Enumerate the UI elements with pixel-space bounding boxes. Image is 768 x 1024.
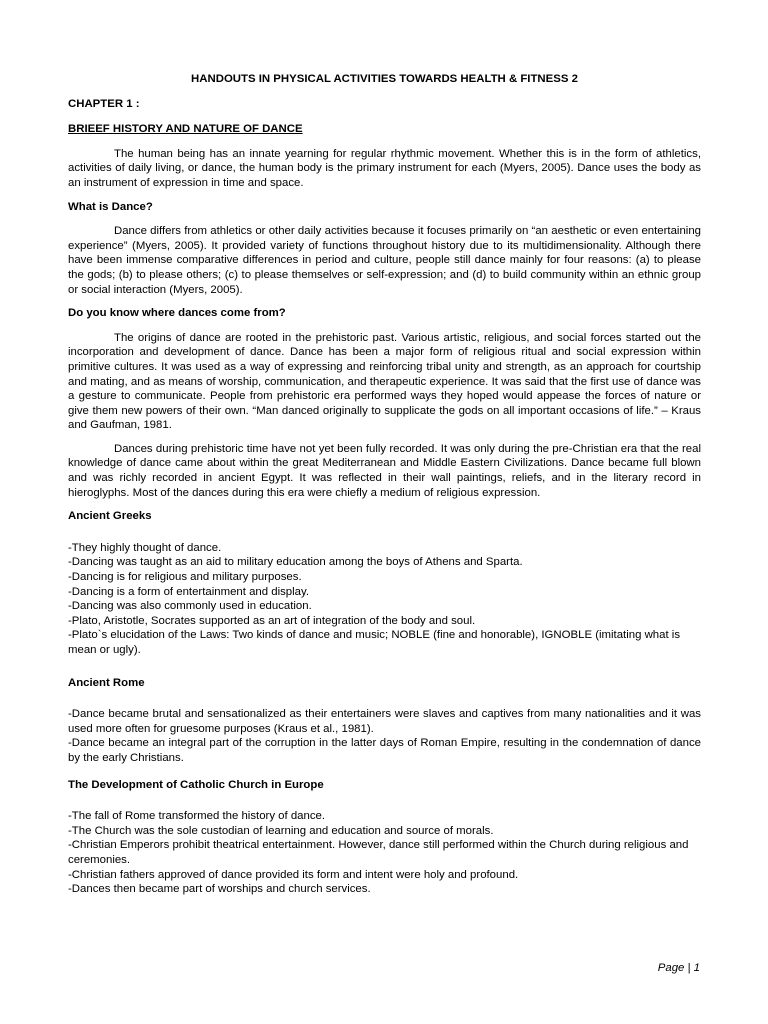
origins-paragraph-2: Dances during prehistoric time have not yet been fully recorded. It was only during the pre-Christian era that the real knowledge of dance came about within the great Mediterranean and Middle Eastern Civilizations. Dance became full blown and was richly recorded in ancient Egypt. It was reflected in their wall paintings, reliefs, and in the literary record in hieroglyphs. Most of the dances during this era were chiefly a medium of religious expression.: [68, 442, 701, 499]
document-page: [68, 72, 701, 906]
list-item: -The Church was the sole custodian of learning and education and source of morals.: [68, 824, 494, 837]
ancient-greeks-heading: Ancient Greeks: [68, 510, 152, 523]
what-is-dance-heading: What is Dance?: [68, 200, 153, 213]
chapter-label: CHAPTER 1 :: [68, 97, 140, 110]
origins-heading: Do you know where dances come from?: [68, 307, 286, 320]
what-is-dance-paragraph: Dance differs from athletics or other daily activities because it focuses primarily on “an aesthetic or even entertaining experience” (Myers, 2005). It provided variety of functions throughout history due to its multidimensionality. Although there have been immense comparative differences in period and culture, people still dance mainly for four reasons: (a) to please the gods; (b) to please others; (c) to please themselves or self-expression; and (d) to build community within an ethnic group or social interaction (Myers, 2005).: [68, 225, 701, 296]
list-item: -Plato, Aristotle, Socrates supported as an art of integration of the body and soul.: [68, 614, 476, 627]
list-item: -Dance became brutal and sensationalized as their entertainers were slaves and captives from many nationalities and it was used more often for gruesome purposes (Kraus et al., 1981).: [68, 708, 701, 735]
origins-paragraph-1: The origins of dance are rooted in the prehistoric past. Various artistic, religious, and social forces started out the incorporation and development of dance. Dance has been a major form of religious ritual and social expression within primitive cultures. It was used as a way of expressing and reinforcing tribal unity and strength, as an approach for courtship and mating, and as means of worship, communication, and therapeutic experience. It was said that the first use of dance was a gesture to communicate. People from prehistoric era performed ways they hoped would appease the forces of nature or give them new powers of their own. “Man danced originally to supplicate the gods on all important occasions of life.” – Kraus and Gaufman, 1981.: [68, 331, 701, 432]
catholic-church-heading: The Development of Catholic Church in Europe: [68, 778, 324, 791]
list-item: -They highly thought of dance.: [68, 541, 222, 554]
list-item: -Christian fathers approved of dance provided its form and intent were holy and profound.: [68, 868, 519, 881]
ancient-greeks-list: [68, 541, 701, 658]
list-item: -Dancing was also commonly used in education.: [68, 600, 312, 613]
list-item: -Dancing is for religious and military purposes.: [68, 571, 302, 584]
list-item: -Dancing is a form of entertainment and display.: [68, 585, 310, 598]
section-title: BRIEEF HISTORY AND NATURE OF DANCE: [68, 123, 303, 136]
document-title: HANDOUTS IN PHYSICAL ACTIVITIES TOWARDS HEALTH & FITNESS 2: [191, 73, 578, 85]
list-item: -Dance became an integral part of the corruption in the latter days of Roman Empire, resulting in the condemnation of dance by the early Christians.: [68, 737, 701, 764]
list-item: -Dances then became part of worships and church services.: [68, 883, 371, 896]
list-item: -Christian Emperors prohibit theatrical entertainment. However, dance still performed within the Church during religious and ceremonies.: [68, 839, 689, 866]
list-item: -Dancing was taught as an aid to military education among the boys of Athens and Sparta.: [68, 556, 523, 569]
ancient-rome-heading: Ancient Rome: [68, 676, 145, 689]
catholic-church-list: [68, 809, 701, 897]
ancient-rome-list: [68, 707, 701, 765]
list-item: -The fall of Rome transformed the history of dance.: [68, 810, 326, 823]
intro-paragraph: The human being has an innate yearning for regular rhythmic movement. Whether this is in the form of athletics, activities of daily living, or dance, the human body is the primary instrument for each (Myers, 2005). Dance uses the body as an instrument of expression in time and space.: [68, 147, 701, 189]
page-number-footer: Page | 1: [657, 962, 700, 974]
list-item: -Plato`s elucidation of the Laws: Two kinds of dance and music; NOBLE (fine and honorable), IGNOBLE (imitating what is mean or ugly).: [68, 629, 681, 656]
